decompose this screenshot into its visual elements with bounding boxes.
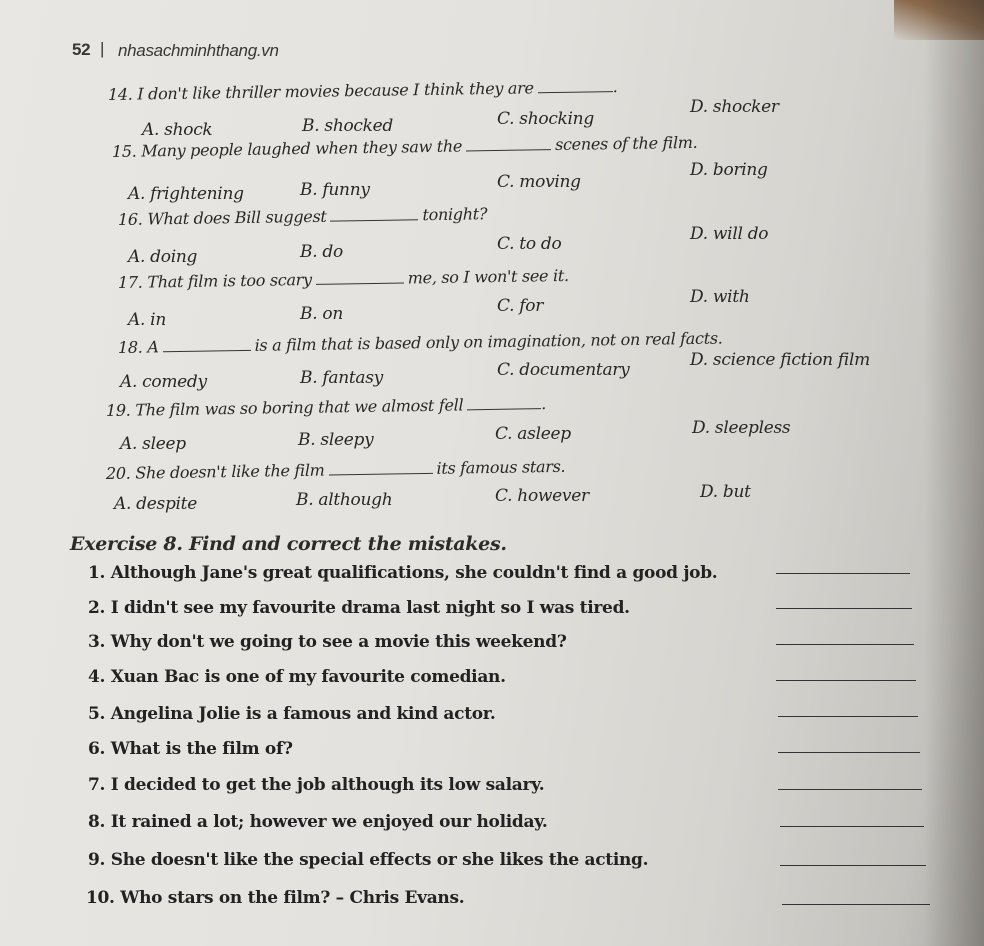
answer-line-1[interactable] [776,572,910,574]
q15-option-b: B. funny [300,180,370,200]
header-separator: | [100,39,105,58]
q14-option-b: B. shocked [302,116,393,136]
answer-line-10[interactable] [782,903,930,905]
q17-option-b: B. on [300,304,343,324]
exercise-item-1: 1. Although Jane's great qualifications, she couldn't find a good job. [88,563,718,583]
answer-line-3[interactable] [776,643,914,645]
q19-option-b: B. sleepy [298,430,374,450]
question-19: 19. The film was so boring that we almost fell . [106,394,547,420]
answer-line-5[interactable] [778,715,918,717]
question-16: 16. What does Bill suggest tonight? [118,204,488,229]
page-edge-shadow [924,0,984,946]
q18-option-a: A. comedy [120,372,207,392]
question-14: 14. I don't like thriller movies because I think they are . [108,76,618,104]
exercise-item-4: 4. Xuan Bac is one of my favourite comedian. [88,667,506,687]
question-20: 20. She doesn't like the film its famous stars. [106,456,566,483]
exercise-8-title: Exercise 8. Find and correct the mistakes. [70,533,507,555]
q15-option-d: D. boring [690,160,768,180]
q20-option-b: B. although [296,490,393,510]
exercise-item-2: 2. I didn't see my favourite drama last night so I was tired. [88,598,630,618]
q17-option-a: A. in [128,310,166,330]
answer-line-6[interactable] [778,751,920,753]
answer-line-4[interactable] [776,679,916,681]
q20-option-a: A. despite [114,494,197,514]
q16-option-c: C. to do [497,234,562,254]
exercise-item-6: 6. What is the film of? [88,739,293,759]
answer-line-8[interactable] [780,825,924,827]
q19-option-d: D. sleepless [692,418,791,438]
question-15: 15. Many people laughed when they saw the scenes of the film. [112,132,698,161]
answer-line-7[interactable] [778,788,922,790]
q14-option-a: A. shock [142,120,213,140]
question-17: 17. That film is too scary me, so I won't see it. [118,265,569,292]
page-number: 52 [72,40,91,59]
q16-option-d: D. will do [690,224,769,244]
q15-option-c: C. moving [497,172,581,192]
question-18: 18. A is a film that is based only on imagination, not on real facts. [118,328,723,357]
q19-option-c: C. asleep [495,424,571,444]
exercise-item-8: 8. It rained a lot; however we enjoyed our holiday. [88,812,548,832]
answer-line-9[interactable] [780,864,926,866]
q17-option-c: C. for [497,296,544,316]
exercise-item-5: 5. Angelina Jolie is a famous and kind actor. [88,704,496,724]
exercise-item-9: 9. She doesn't like the special effects or she likes the acting. [88,850,649,870]
q20-option-d: D. but [700,482,751,502]
q17-option-d: D. with [690,287,750,307]
exercise-item-10: 10. Who stars on the film? – Chris Evans. [86,888,465,908]
q19-option-a: A. sleep [120,434,186,454]
exercise-item-7: 7. I decided to get the job although its low salary. [88,775,545,795]
site-name: nhasachminhthang.vn [118,41,279,60]
exercise-item-3: 3. Why don't we going to see a movie this weekend? [88,632,567,652]
q16-option-a: A. doing [128,247,198,267]
q16-option-b: B. do [300,242,343,262]
q18-option-c: C. documentary [497,360,630,380]
q14-option-c: C. shocking [497,109,594,129]
q20-option-c: C. however [495,486,589,506]
q14-option-d: D. shocker [690,97,779,117]
q15-option-a: A. frightening [128,184,244,204]
q18-option-b: B. fantasy [300,368,383,388]
answer-line-2[interactable] [776,607,912,609]
q18-option-d: D. science fiction film [690,350,871,370]
